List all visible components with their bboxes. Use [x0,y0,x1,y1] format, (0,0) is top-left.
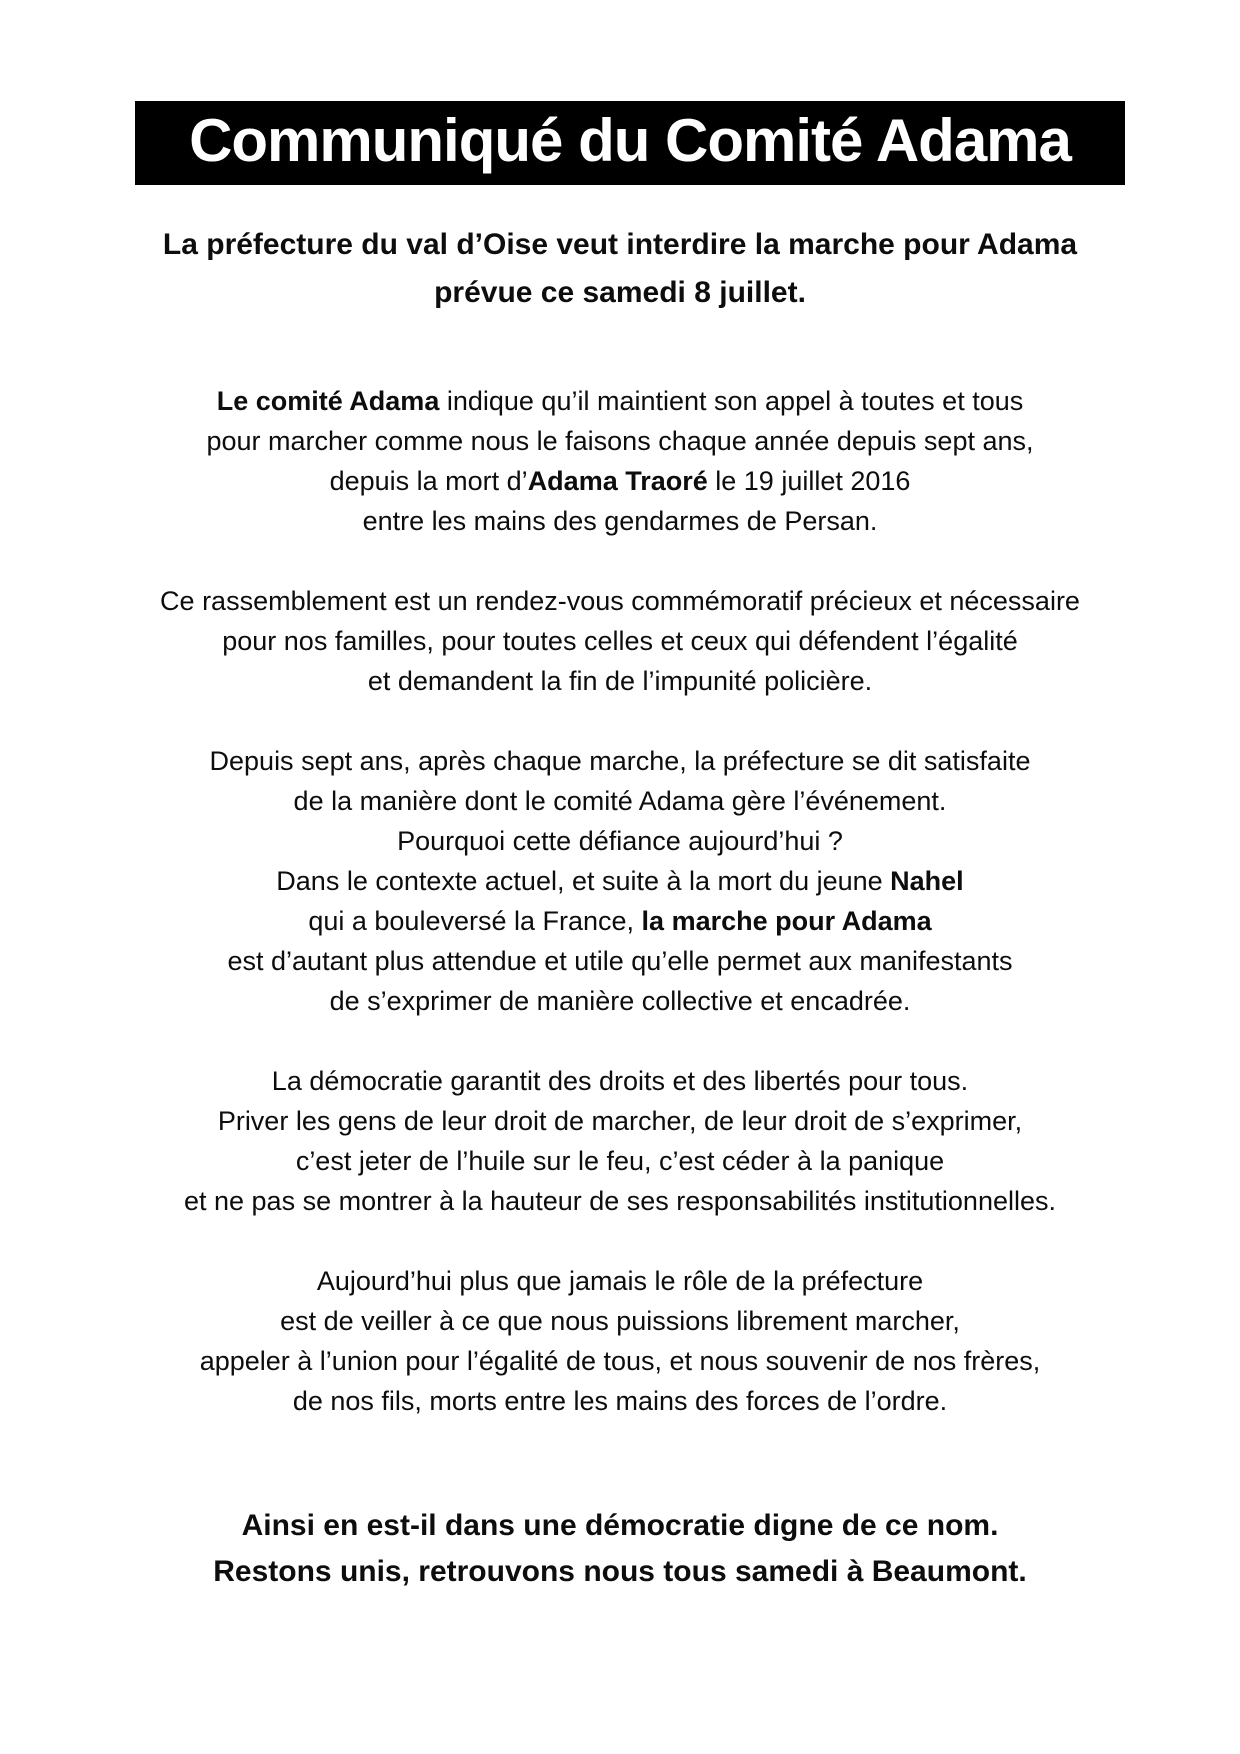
body-text: est de veiller à ce que nous puissions librement marcher, [280,1306,960,1336]
paragraph-line [30,501,1210,541]
body-text: de nos fils, morts entre les mains des forces de l’ordre. [292,1386,948,1416]
paragraph-line [30,1301,1210,1341]
paragraph-line [30,901,1210,941]
body-text: pour marcher comme nous le faisons chaque année depuis sept ans, [206,426,1034,456]
emphasized-text: Adama Traoré [527,466,708,496]
closing-line [30,1549,1210,1595]
paragraph-line [30,821,1210,861]
body-text: de la manière dont le comité Adama gère l’événement. [293,786,947,816]
paragraph-line [30,581,1210,621]
body-text: pour nos familles, pour toutes celles et ceux qui défendent l’égalité [222,626,1018,656]
paragraph-line [30,1141,1210,1181]
paragraph-democratie [30,1061,1210,1221]
body-text: La démocratie garantit des droits et des libertés pour tous. [271,1066,969,1096]
body-text: depuis la mort d’ [329,466,528,496]
body-text: La préfecture du val d’Oise veut interdire la marche pour Adama [162,228,1078,261]
paragraph-line [30,781,1210,821]
body-text: prévue ce samedi 8 juillet. [434,276,806,309]
body-text: Priver les gens de leur droit de marcher, de leur droit de s’exprimer, [217,1106,1023,1136]
banner [135,101,1125,185]
banner-title: Communiqué du Comité Adama [189,107,1071,174]
paragraph-line [30,381,1210,421]
body-text: appeler à l’union pour l’égalité de tous, et nous souvenir de nos frères, [199,1346,1041,1376]
paragraph-line [30,741,1210,781]
paragraph-line [30,861,1210,901]
paragraph-line [30,981,1210,1021]
body-text: Ce rassemblement est un rendez-vous commémoratif précieux et nécessaire [160,586,1080,616]
body-text: est d’autant plus attendue et utile qu’elle permet aux manifestants [227,946,1013,976]
paragraph-role-prefecture [30,1261,1210,1421]
body-text: Pourquoi cette défiance aujourd’hui ? [397,826,843,856]
paragraph-line [30,1381,1210,1421]
paragraph-line [30,941,1210,981]
paragraph-line [30,1261,1210,1301]
paragraph-line [30,1101,1210,1141]
paragraph-closing [30,1503,1210,1595]
body-text: indique qu’il maintient son appel à toutes et tous [439,386,1024,416]
body-text: et demandent la fin de l’impunité policière. [367,666,873,696]
body-text: Restons unis, retrouvons nous tous samedi à Beaumont. [213,1555,1027,1588]
paragraph-line [30,661,1210,701]
closing-line [30,1503,1210,1549]
body-text: c’est jeter de l’huile sur le feu, c’est céder à la panique [295,1146,945,1176]
paragraph-line [30,421,1210,461]
paragraph-defiance [30,741,1210,1021]
body-text: Ainsi en est-il dans une démocratie digne de ce nom. [241,1509,999,1542]
paragraph-rassemblement [30,581,1210,701]
headline-line [30,221,1210,269]
body-text: qui a bouleversé la France, [308,906,642,936]
body-text: de s’exprimer de manière collective et encadrée. [329,986,911,1016]
emphasized-text: la marche pour Adama [641,906,932,936]
paragraph-line [30,461,1210,501]
document-body [0,381,1240,1595]
emphasized-text: Le comité Adama [216,386,440,416]
body-text: entre les mains des gendarmes de Persan. [362,506,878,536]
paragraph-line [30,1341,1210,1381]
paragraph-line [30,621,1210,661]
paragraph-line [30,1061,1210,1101]
body-text: et ne pas se montrer à la hauteur de ses responsabilités institutionnelles. [183,1186,1056,1216]
body-text: le 19 juillet 2016 [707,466,911,496]
headline-line [30,269,1210,317]
body-text: Aujourd’hui plus que jamais le rôle de la préfecture [316,1266,924,1296]
body-text: Dans le contexte actuel, et suite à la mort du jeune [276,866,891,896]
paragraph-line [30,1181,1210,1221]
emphasized-text: Nahel [890,866,964,896]
body-text: Depuis sept ans, après chaque marche, la préfecture se dit satisfaite [209,746,1031,776]
paragraph-appel-maintenu [30,381,1210,541]
headline [30,221,1210,317]
